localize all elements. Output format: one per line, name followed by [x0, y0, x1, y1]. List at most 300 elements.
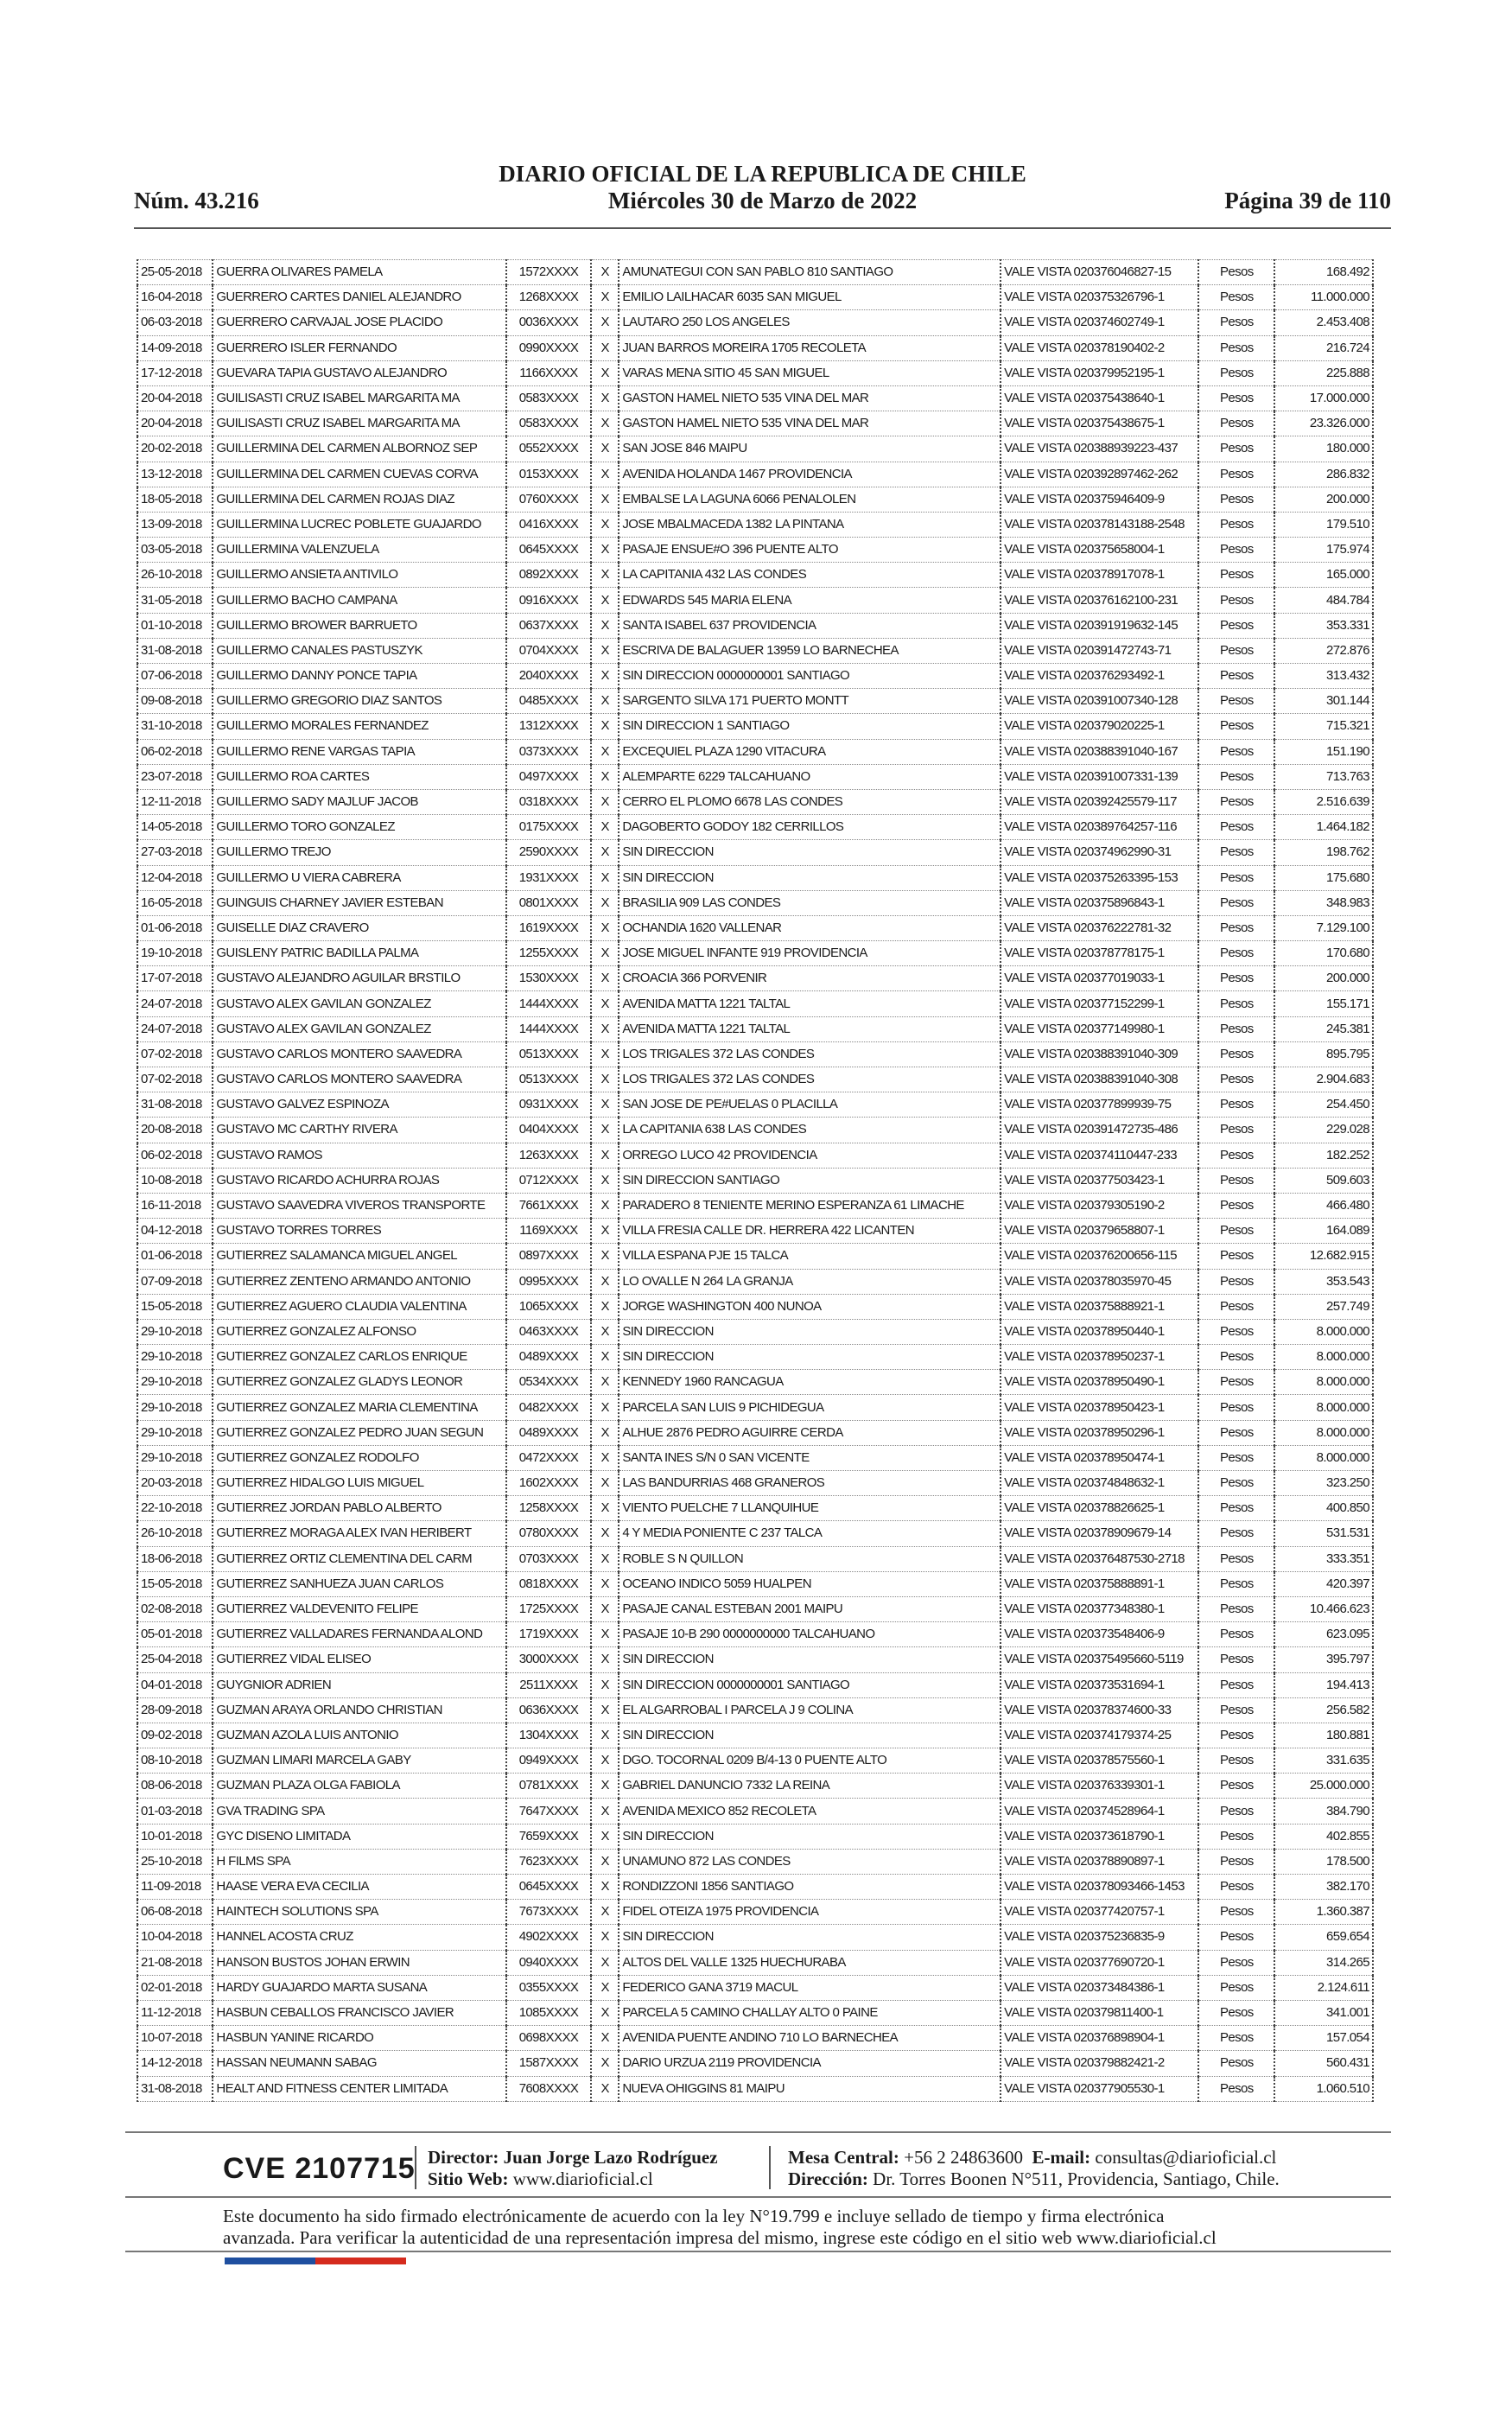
- amount-cell: 180.000: [1274, 436, 1373, 462]
- table-row: [137, 335, 1373, 360]
- currency-cell: Pesos: [1198, 1900, 1274, 1925]
- name-cell: GUILLERMO BROWER BARRUETO: [213, 613, 505, 638]
- currency-cell: Pesos: [1198, 563, 1274, 588]
- director-name: Juan Jorge Lazo Rodríguez: [503, 2147, 718, 2168]
- table-row: [137, 1445, 1373, 1470]
- legal-line: Este documento ha sido firmado electrónicamente de acuerdo con la ley N°19.799 e incluye sellado de tiempo y firma electrónica: [223, 2206, 1165, 2226]
- amount-cell: 180.881: [1274, 1723, 1373, 1748]
- table-row: [137, 1748, 1373, 1774]
- date-cell: 01-06-2018: [137, 915, 213, 940]
- date-cell: 28-09-2018: [137, 1697, 213, 1723]
- flag-red-band: [315, 2258, 406, 2264]
- name-cell: GUZMAN PLAZA OLGA FABIOLA: [213, 1774, 505, 1799]
- document-cell: VALE VISTA 020378950440-1: [1001, 1319, 1198, 1344]
- amount-cell: 7.129.100: [1274, 915, 1373, 940]
- name-cell: GUILISASTI CRUZ ISABEL MARGARITA MA: [213, 385, 505, 411]
- name-cell: GUYGNIOR ADRIEN: [213, 1672, 505, 1697]
- currency-cell: Pesos: [1198, 1193, 1274, 1218]
- table-row: [137, 538, 1373, 563]
- table-row: [137, 1571, 1373, 1596]
- currency-cell: Pesos: [1198, 1143, 1274, 1168]
- rut-cell: 0818XXXX: [506, 1571, 591, 1596]
- table-row: [137, 890, 1373, 915]
- mark-cell: X: [591, 764, 619, 789]
- amount-cell: 384.790: [1274, 1799, 1373, 1824]
- table-row: [137, 1041, 1373, 1067]
- mark-cell: X: [591, 1471, 619, 1496]
- name-cell: H FILMS SPA: [213, 1849, 505, 1874]
- document-cell: VALE VISTA 020375888921-1: [1001, 1294, 1198, 1319]
- amount-cell: 1.360.387: [1274, 1900, 1373, 1925]
- date-cell: 16-05-2018: [137, 890, 213, 915]
- rut-cell: 0698XXXX: [506, 2026, 591, 2051]
- address-cell: NUEVA OHIGGINS 81 MAIPU: [619, 2076, 1001, 2101]
- document-cell: VALE VISTA 020375438675-1: [1001, 411, 1198, 436]
- document-cell: VALE VISTA 020379305190-2: [1001, 1193, 1198, 1218]
- date-cell: 12-04-2018: [137, 865, 213, 890]
- name-cell: GUTIERREZ VALDEVENITO FELIPE: [213, 1596, 505, 1621]
- date-cell: 26-10-2018: [137, 563, 213, 588]
- cve-code: CVE 2107715: [223, 2152, 416, 2185]
- address-cell: LA CAPITANIA 638 LAS CONDES: [619, 1118, 1001, 1143]
- address-cell: SIN DIRECCION: [619, 865, 1001, 890]
- address-cell: JORGE WASHINGTON 400 NUNOA: [619, 1294, 1001, 1319]
- currency-cell: Pesos: [1198, 1723, 1274, 1748]
- mark-cell: X: [591, 1521, 619, 1546]
- mark-cell: X: [591, 1016, 619, 1041]
- table-row: [137, 1016, 1373, 1041]
- address-cell: SAN JOSE DE PE#UELAS 0 PLACILLA: [619, 1092, 1001, 1118]
- rut-cell: 1263XXXX: [506, 1143, 591, 1168]
- amount-cell: 170.680: [1274, 941, 1373, 966]
- name-cell: GUILLERMO ANSIETA ANTIVILO: [213, 563, 505, 588]
- date-cell: 04-12-2018: [137, 1219, 213, 1244]
- document-cell: VALE VISTA 020375495660-5119: [1001, 1647, 1198, 1672]
- address-cell: VIENTO PUELCHE 7 LLANQUIHUE: [619, 1496, 1001, 1521]
- amount-cell: 200.000: [1274, 966, 1373, 991]
- amount-cell: 313.432: [1274, 664, 1373, 689]
- mark-cell: X: [591, 1774, 619, 1799]
- amount-cell: 323.250: [1274, 1471, 1373, 1496]
- name-cell: GUILLERMO TREJO: [213, 840, 505, 865]
- footer-divider: [415, 2146, 416, 2189]
- mark-cell: X: [591, 512, 619, 537]
- address-cell: LOS TRIGALES 372 LAS CONDES: [619, 1067, 1001, 1092]
- currency-cell: Pesos: [1198, 1799, 1274, 1824]
- mark-cell: X: [591, 1118, 619, 1143]
- amount-cell: 175.680: [1274, 865, 1373, 890]
- mark-cell: X: [591, 1496, 619, 1521]
- date-cell: 14-12-2018: [137, 2051, 213, 2076]
- currency-cell: Pesos: [1198, 1395, 1274, 1420]
- mark-cell: X: [591, 1445, 619, 1470]
- table-row: [137, 2000, 1373, 2025]
- address-cell: SANTA INES S/N 0 SAN VICENTE: [619, 1445, 1001, 1470]
- document-cell: VALE VISTA 020379952195-1: [1001, 360, 1198, 385]
- document-cell: VALE VISTA 020378950237-1: [1001, 1345, 1198, 1370]
- table-row: [137, 2076, 1373, 2101]
- name-cell: GUERRERO CARVAJAL JOSE PLACIDO: [213, 310, 505, 335]
- address-cell: SIN DIRECCION 0000000001 SANTIAGO: [619, 1672, 1001, 1697]
- site-link[interactable]: www.diarioficial.cl: [512, 2168, 653, 2189]
- amount-cell: 182.252: [1274, 1143, 1373, 1168]
- mark-cell: X: [591, 1647, 619, 1672]
- table-row: [137, 638, 1373, 663]
- header-rule: [134, 227, 1391, 229]
- name-cell: GUZMAN ARAYA ORLANDO CHRISTIAN: [213, 1697, 505, 1723]
- name-cell: GUTIERREZ GONZALEZ CARLOS ENRIQUE: [213, 1345, 505, 1370]
- mark-cell: X: [591, 1824, 619, 1849]
- document-cell: VALE VISTA 020376162100-231: [1001, 588, 1198, 613]
- document-cell: VALE VISTA 020375658004-1: [1001, 538, 1198, 563]
- rut-cell: 0552XXXX: [506, 436, 591, 462]
- document-cell: VALE VISTA 020375946409-9: [1001, 487, 1198, 512]
- address-cell: AMUNATEGUI CON SAN PABLO 810 SANTIAGO: [619, 260, 1001, 285]
- amount-cell: 2.904.683: [1274, 1067, 1373, 1092]
- date-cell: 31-08-2018: [137, 2076, 213, 2101]
- currency-cell: Pesos: [1198, 1496, 1274, 1521]
- address-cell: GASTON HAMEL NIETO 535 VINA DEL MAR: [619, 385, 1001, 411]
- mark-cell: X: [591, 1420, 619, 1445]
- table-row: [137, 260, 1373, 285]
- address-value: Dr. Torres Boonen N°511, Providencia, Santiago, Chile.: [873, 2168, 1280, 2189]
- date-cell: 08-10-2018: [137, 1748, 213, 1774]
- document-cell: VALE VISTA 020374528964-1: [1001, 1799, 1198, 1824]
- address-cell: OCHANDIA 1620 VALLENAR: [619, 915, 1001, 940]
- amount-cell: 353.543: [1274, 1269, 1373, 1294]
- document-cell: VALE VISTA 020378143188-2548: [1001, 512, 1198, 537]
- mark-cell: X: [591, 815, 619, 840]
- date-cell: 06-02-2018: [137, 1143, 213, 1168]
- address-cell: AVENIDA MEXICO 852 RECOLETA: [619, 1799, 1001, 1824]
- mark-cell: X: [591, 1571, 619, 1596]
- date-cell: 22-10-2018: [137, 1496, 213, 1521]
- mark-cell: X: [591, 1723, 619, 1748]
- document-cell: VALE VISTA 020376200656-115: [1001, 1244, 1198, 1269]
- address-cell: BRASILIA 909 LAS CONDES: [619, 890, 1001, 915]
- date-cell: 29-10-2018: [137, 1319, 213, 1344]
- name-cell: GUTIERREZ GONZALEZ ALFONSO: [213, 1319, 505, 1344]
- table-row: [137, 1849, 1373, 1874]
- address-cell: LOS TRIGALES 372 LAS CONDES: [619, 1041, 1001, 1067]
- date-cell: 29-10-2018: [137, 1445, 213, 1470]
- table-row: [137, 1143, 1373, 1168]
- amount-cell: 400.850: [1274, 1496, 1373, 1521]
- rut-cell: 1065XXXX: [506, 1294, 591, 1319]
- name-cell: GUTIERREZ VIDAL ELISEO: [213, 1647, 505, 1672]
- table-row: [137, 310, 1373, 335]
- table-row: [137, 664, 1373, 689]
- currency-cell: Pesos: [1198, 1748, 1274, 1774]
- mark-cell: X: [591, 1748, 619, 1774]
- rut-cell: 0153XXXX: [506, 462, 591, 487]
- date-cell: 29-10-2018: [137, 1370, 213, 1395]
- date-cell: 10-01-2018: [137, 1824, 213, 1849]
- date-cell: 29-10-2018: [137, 1420, 213, 1445]
- currency-cell: Pesos: [1198, 2051, 1274, 2076]
- document-cell: VALE VISTA 020375438640-1: [1001, 385, 1198, 411]
- table-row: [137, 1697, 1373, 1723]
- address-cell: SIN DIRECCION: [619, 1319, 1001, 1344]
- table-row: [137, 966, 1373, 991]
- table-row: [137, 2051, 1373, 2076]
- document-cell: VALE VISTA 020378374600-33: [1001, 1697, 1198, 1723]
- date-cell: 07-02-2018: [137, 1041, 213, 1067]
- mark-cell: X: [591, 1849, 619, 1874]
- table-row: [137, 1900, 1373, 1925]
- currency-cell: Pesos: [1198, 1219, 1274, 1244]
- table-row: [137, 764, 1373, 789]
- name-cell: HEALT AND FITNESS CENTER LIMITADA: [213, 2076, 505, 2101]
- name-cell: GUTIERREZ GONZALEZ MARIA CLEMENTINA: [213, 1395, 505, 1420]
- amount-cell: 198.762: [1274, 840, 1373, 865]
- amount-cell: 8.000.000: [1274, 1420, 1373, 1445]
- date-cell: 07-09-2018: [137, 1269, 213, 1294]
- date-cell: 27-03-2018: [137, 840, 213, 865]
- mark-cell: X: [591, 563, 619, 588]
- rut-cell: 1166XXXX: [506, 360, 591, 385]
- mark-cell: X: [591, 1092, 619, 1118]
- rut-cell: 7608XXXX: [506, 2076, 591, 2101]
- name-cell: GUTIERREZ SALAMANCA MIGUEL ANGEL: [213, 1244, 505, 1269]
- email-link[interactable]: consultas@diarioficial.cl: [1095, 2147, 1277, 2168]
- name-cell: GUSTAVO TORRES TORRES: [213, 1219, 505, 1244]
- name-cell: GUEVARA TAPIA GUSTAVO ALEJANDRO: [213, 360, 505, 385]
- name-cell: GUILLERMINA DEL CARMEN ALBORNOZ SEP: [213, 436, 505, 462]
- name-cell: HASBUN CEBALLOS FRANCISCO JAVIER: [213, 2000, 505, 2025]
- address-cell: CROACIA 366 PORVENIR: [619, 966, 1001, 991]
- currency-cell: Pesos: [1198, 1118, 1274, 1143]
- currency-cell: Pesos: [1198, 385, 1274, 411]
- name-cell: GUILLERMO BACHO CAMPANA: [213, 588, 505, 613]
- date-cell: 10-04-2018: [137, 1925, 213, 1950]
- amount-cell: 353.331: [1274, 613, 1373, 638]
- mark-cell: X: [591, 2076, 619, 2101]
- rut-cell: 0583XXXX: [506, 385, 591, 411]
- currency-cell: Pesos: [1198, 840, 1274, 865]
- document-cell: VALE VISTA 020376898904-1: [1001, 2026, 1198, 2051]
- date-cell: 03-05-2018: [137, 538, 213, 563]
- table-row: [137, 1193, 1373, 1218]
- table-row: [137, 1622, 1373, 1647]
- name-cell: GUSTAVO ALEJANDRO AGUILAR BRSTILO: [213, 966, 505, 991]
- amount-cell: 225.888: [1274, 360, 1373, 385]
- document-cell: VALE VISTA 020377420757-1: [1001, 1900, 1198, 1925]
- mark-cell: X: [591, 664, 619, 689]
- table-row: [137, 512, 1373, 537]
- name-cell: GUTIERREZ JORDAN PABLO ALBERTO: [213, 1496, 505, 1521]
- mark-cell: X: [591, 1219, 619, 1244]
- name-cell: GUSTAVO CARLOS MONTERO SAAVEDRA: [213, 1041, 505, 1067]
- date-cell: 12-11-2018: [137, 789, 213, 814]
- date-cell: 02-01-2018: [137, 1975, 213, 2000]
- amount-cell: 8.000.000: [1274, 1319, 1373, 1344]
- amount-cell: 341.001: [1274, 2000, 1373, 2025]
- rut-cell: 0636XXXX: [506, 1697, 591, 1723]
- date-cell: 26-10-2018: [137, 1521, 213, 1546]
- director-label: Director:: [428, 2147, 499, 2168]
- date-cell: 15-05-2018: [137, 1571, 213, 1596]
- rut-cell: 1619XXXX: [506, 915, 591, 940]
- document-cell: VALE VISTA 020392897462-262: [1001, 462, 1198, 487]
- name-cell: GUERRERO ISLER FERNANDO: [213, 335, 505, 360]
- name-cell: GUTIERREZ GONZALEZ GLADYS LEONOR: [213, 1370, 505, 1395]
- address-cell: GABRIEL DANUNCIO 7332 LA REINA: [619, 1774, 1001, 1799]
- mark-cell: X: [591, 1925, 619, 1950]
- rut-cell: 1085XXXX: [506, 2000, 591, 2025]
- name-cell: GUZMAN LIMARI MARCELA GABY: [213, 1748, 505, 1774]
- rut-cell: 0990XXXX: [506, 335, 591, 360]
- currency-cell: Pesos: [1198, 285, 1274, 310]
- address-cell: KENNEDY 1960 RANCAGUA: [619, 1370, 1001, 1395]
- currency-cell: Pesos: [1198, 1168, 1274, 1193]
- amount-cell: 466.480: [1274, 1193, 1373, 1218]
- name-cell: GUTIERREZ ZENTENO ARMANDO ANTONIO: [213, 1269, 505, 1294]
- document-cell: VALE VISTA 020374110447-233: [1001, 1143, 1198, 1168]
- rut-cell: 1444XXXX: [506, 1016, 591, 1041]
- currency-cell: Pesos: [1198, 1345, 1274, 1370]
- currency-cell: Pesos: [1198, 411, 1274, 436]
- mark-cell: X: [591, 1041, 619, 1067]
- flag-stripe: [225, 2258, 406, 2264]
- document-cell: VALE VISTA 020377905530-1: [1001, 2076, 1198, 2101]
- rut-cell: 0404XXXX: [506, 1118, 591, 1143]
- address-cell: OCEANO INDICO 5059 HUALPEN: [619, 1571, 1001, 1596]
- document-cell: VALE VISTA 020378950296-1: [1001, 1420, 1198, 1445]
- currency-cell: Pesos: [1198, 1445, 1274, 1470]
- table-row: [137, 1875, 1373, 1900]
- currency-cell: Pesos: [1198, 1925, 1274, 1950]
- currency-cell: Pesos: [1198, 1824, 1274, 1849]
- name-cell: GUTIERREZ VALLADARES FERNANDA ALOND: [213, 1622, 505, 1647]
- rut-cell: 1169XXXX: [506, 1219, 591, 1244]
- rut-cell: 2590XXXX: [506, 840, 591, 865]
- table-row: [137, 714, 1373, 739]
- mark-cell: X: [591, 285, 619, 310]
- publication-date: Miércoles 30 de Marzo de 2022: [607, 188, 918, 213]
- document-cell: VALE VISTA 020374848632-1: [1001, 1471, 1198, 1496]
- address-cell: JUAN BARROS MOREIRA 1705 RECOLETA: [619, 335, 1001, 360]
- amount-cell: 178.500: [1274, 1849, 1373, 1874]
- date-cell: 01-06-2018: [137, 1244, 213, 1269]
- mark-cell: X: [591, 260, 619, 285]
- date-cell: 16-11-2018: [137, 1193, 213, 1218]
- deposits-table-body: [137, 260, 1373, 2102]
- currency-cell: Pesos: [1198, 1596, 1274, 1621]
- mark-cell: X: [591, 1168, 619, 1193]
- amount-cell: 623.095: [1274, 1622, 1373, 1647]
- date-cell: 29-10-2018: [137, 1345, 213, 1370]
- date-cell: 06-02-2018: [137, 739, 213, 764]
- document-cell: VALE VISTA 020378093466-1453: [1001, 1875, 1198, 1900]
- address-cell: DARIO URZUA 2119 PROVIDENCIA: [619, 2051, 1001, 2076]
- date-cell: 20-04-2018: [137, 385, 213, 411]
- rut-cell: 7623XXXX: [506, 1849, 591, 1874]
- address-cell: SIN DIRECCION: [619, 840, 1001, 865]
- amount-cell: 8.000.000: [1274, 1395, 1373, 1420]
- legal-line: avanzada. Para verificar la autenticidad de una representación impresa del mismo, ingrese este código en el sitio web www.diarioficial.cl: [223, 2227, 1217, 2248]
- mark-cell: X: [591, 1067, 619, 1092]
- amount-cell: 286.832: [1274, 462, 1373, 487]
- currency-cell: Pesos: [1198, 764, 1274, 789]
- address-cell: SARGENTO SILVA 171 PUERTO MONTT: [619, 689, 1001, 714]
- document-cell: VALE VISTA 020375236835-9: [1001, 1925, 1198, 1950]
- mark-cell: X: [591, 1875, 619, 1900]
- mark-cell: X: [591, 2000, 619, 2025]
- rut-cell: 0497XXXX: [506, 764, 591, 789]
- document-cell: VALE VISTA 020376046827-15: [1001, 260, 1198, 285]
- mesa-phone: +56 2 24863600: [904, 2147, 1023, 2168]
- date-cell: 31-10-2018: [137, 714, 213, 739]
- document-cell: VALE VISTA 020389764257-116: [1001, 815, 1198, 840]
- rut-cell: 1255XXXX: [506, 941, 591, 966]
- amount-cell: 331.635: [1274, 1748, 1373, 1774]
- currency-cell: Pesos: [1198, 1319, 1274, 1344]
- date-cell: 18-06-2018: [137, 1546, 213, 1571]
- name-cell: GUILLERMO RENE VARGAS TAPIA: [213, 739, 505, 764]
- name-cell: GVA TRADING SPA: [213, 1799, 505, 1824]
- document-cell: VALE VISTA 020375888891-1: [1001, 1571, 1198, 1596]
- rut-cell: 0645XXXX: [506, 538, 591, 563]
- page-number: Página 39 de 110: [1224, 188, 1391, 213]
- mark-cell: X: [591, 436, 619, 462]
- document-cell: VALE VISTA 020377899939-75: [1001, 1092, 1198, 1118]
- date-cell: 14-09-2018: [137, 335, 213, 360]
- rut-cell: 1931XXXX: [506, 865, 591, 890]
- amount-cell: 216.724: [1274, 335, 1373, 360]
- document-cell: VALE VISTA 020378909679-14: [1001, 1521, 1198, 1546]
- date-cell: 21-08-2018: [137, 1950, 213, 1975]
- table-row: [137, 1723, 1373, 1748]
- currency-cell: Pesos: [1198, 1067, 1274, 1092]
- rut-cell: 0036XXXX: [506, 310, 591, 335]
- address-cell: EMBALSE LA LAGUNA 6066 PENALOLEN: [619, 487, 1001, 512]
- rut-cell: 1444XXXX: [506, 991, 591, 1016]
- mesa-label: Mesa Central:: [788, 2147, 899, 2168]
- mark-cell: X: [591, 638, 619, 663]
- mark-cell: X: [591, 1900, 619, 1925]
- date-cell: 19-10-2018: [137, 941, 213, 966]
- currency-cell: Pesos: [1198, 1244, 1274, 1269]
- mark-cell: X: [591, 1370, 619, 1395]
- rut-cell: 0485XXXX: [506, 689, 591, 714]
- page-header: [134, 161, 1391, 214]
- amount-cell: 8.000.000: [1274, 1370, 1373, 1395]
- address-cell: JOSE MIGUEL INFANTE 919 PROVIDENCIA: [619, 941, 1001, 966]
- date-cell: 04-01-2018: [137, 1672, 213, 1697]
- address-cell: FIDEL OTEIZA 1975 PROVIDENCIA: [619, 1900, 1001, 1925]
- date-cell: 07-06-2018: [137, 664, 213, 689]
- amount-cell: 1.464.182: [1274, 815, 1373, 840]
- table-row: [137, 385, 1373, 411]
- address-cell: SIN DIRECCION 1 SANTIAGO: [619, 714, 1001, 739]
- currency-cell: Pesos: [1198, 1849, 1274, 1874]
- site-label: Sitio Web:: [428, 2168, 509, 2189]
- mark-cell: X: [591, 789, 619, 814]
- rut-cell: 0949XXXX: [506, 1748, 591, 1774]
- currency-cell: Pesos: [1198, 739, 1274, 764]
- amount-cell: 272.876: [1274, 638, 1373, 663]
- amount-cell: 2.453.408: [1274, 310, 1373, 335]
- address-cell: CERRO EL PLOMO 6678 LAS CONDES: [619, 789, 1001, 814]
- date-cell: 24-07-2018: [137, 991, 213, 1016]
- mark-cell: X: [591, 360, 619, 385]
- date-cell: 16-04-2018: [137, 285, 213, 310]
- currency-cell: Pesos: [1198, 991, 1274, 1016]
- mark-cell: X: [591, 411, 619, 436]
- address-cell: DGO. TOCORNAL 0209 B/4-13 0 PUENTE ALTO: [619, 1748, 1001, 1774]
- rut-cell: 0897XXXX: [506, 1244, 591, 1269]
